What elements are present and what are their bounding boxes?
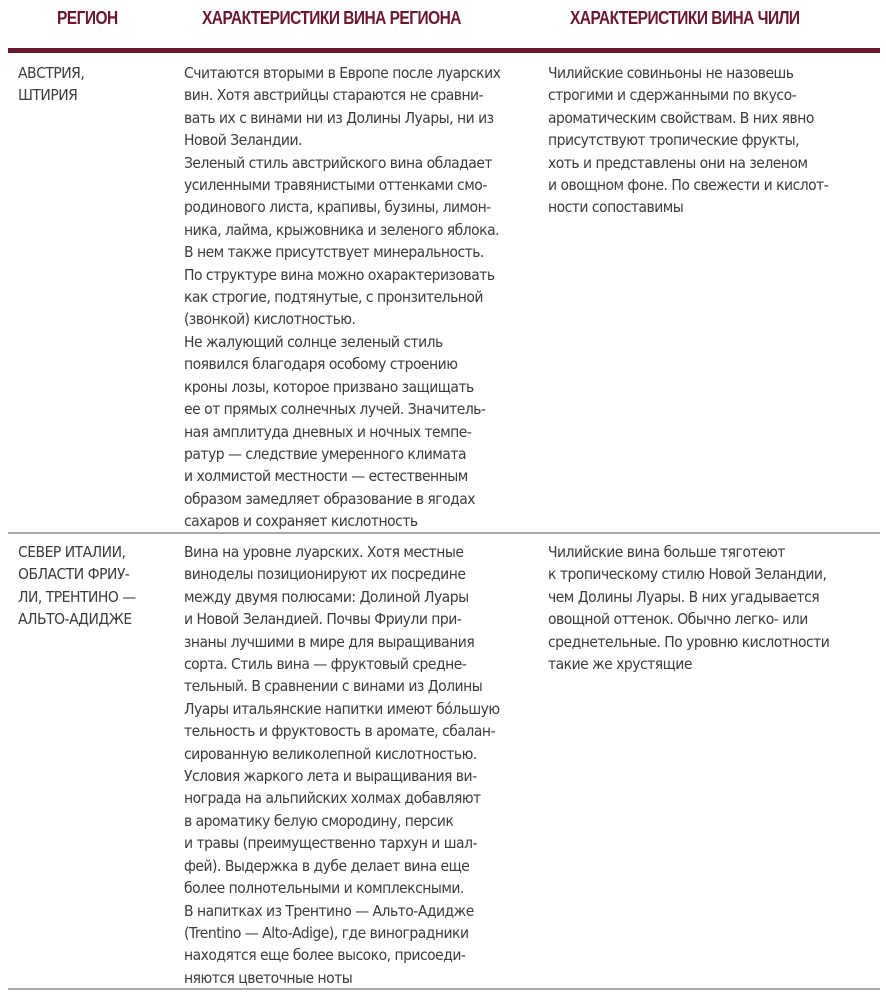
header-divider: [8, 48, 880, 53]
text-line: знаны лучшими в мире для выращивания: [184, 632, 475, 651]
text-line: более полнотельными и комплексными.: [184, 879, 464, 898]
row-divider: [8, 532, 880, 534]
text-line: АВСТРИЯ,: [18, 64, 85, 82]
text-line: присутствуют тропические фрукты,: [548, 131, 800, 150]
text-line: в ароматику белую смородину, персик: [184, 811, 454, 830]
text-line: появился благодаря особому строению: [184, 355, 458, 374]
text-line: няются цветочные ноты: [184, 968, 353, 987]
region-cell: [18, 62, 176, 107]
text-line: сированную великолепной кислотностью.: [184, 744, 477, 763]
text-line: сорта. Стиль вина — фруктовый средне-: [184, 655, 467, 674]
text-line: (звонкой) кислотностью.: [184, 310, 356, 329]
text-line: между двумя полюсами: Долиной Луары: [184, 587, 469, 606]
chile-description-cell: [548, 541, 883, 675]
text-line: находятся еще более высоко, присоеди-: [184, 946, 466, 965]
text-line: вин. Хотя австрийцы стараются не сравни-: [184, 86, 484, 105]
table-header: [0, 0, 886, 48]
text-line: и травы (преимущественно тархун и шал-: [184, 834, 478, 853]
text-line: ОБЛАСТИ ФРИУ-: [18, 565, 130, 584]
text-line: Не жалующий солнце зеленый стиль: [184, 332, 443, 351]
header-chile-wine-characteristics: ХАРАКТЕРИСТИКИ ВИНА ЧИЛИ: [570, 8, 800, 28]
text-line: (Trentino — Alto-Adige), где виноградники: [184, 923, 469, 942]
text-line: кроны лозы, которое призвано защищать: [184, 377, 474, 396]
text-line: Зеленый стиль австрийского вина обладает: [184, 153, 493, 172]
region-description-cell: [184, 62, 537, 533]
text-line: По структуре вина можно охарактеризовать: [184, 265, 495, 284]
text-line: СЕВЕР ИТАЛИИ,: [18, 543, 126, 561]
text-line: образом замедляет образование в ягодах: [184, 489, 476, 508]
text-line: фей). Выдержка в дубе делает вина еще: [184, 856, 470, 875]
text-line: нограда на альпийских холмах добавляют: [184, 789, 481, 808]
header-region: РЕГИОН: [57, 8, 118, 28]
text-line: хоть и представлены они на зеленом: [548, 153, 808, 172]
text-line: и овощном фоне. По свежести и кислот-: [548, 176, 829, 195]
text-line: чем Долины Луары. В них угадывается: [548, 587, 820, 606]
text-line: В напитках из Трентино — Альто-Адидже: [184, 901, 474, 920]
text-line: и Новой Зеландией. Почвы Фриули при-: [184, 610, 462, 629]
text-line: родинового листа, крапивы, бузины, лимон-: [184, 198, 491, 217]
text-line: Луары итальянские напитки имеют бóльшую: [184, 699, 500, 718]
header-region-wine-characteristics: ХАРАКТЕРИСТИКИ ВИНА РЕГИОНА: [202, 8, 461, 28]
text-line: строгими и сдержанными по вкусо-: [548, 86, 797, 105]
text-line: овощной оттенок. Обычно легко- или: [548, 610, 808, 629]
text-line: В нем также присутствует минеральность.: [184, 243, 484, 262]
text-line: как строгие, подтянутые, с пронзительной: [184, 288, 483, 307]
text-line: ности сопоставимы: [548, 198, 684, 217]
row-divider: [8, 988, 880, 990]
text-line: Считаются вторыми в Европе после луарских: [184, 64, 501, 82]
text-line: такие же хрустящие: [548, 655, 692, 674]
region-cell: [18, 541, 176, 631]
text-line: Вина на уровне луарских. Хотя местные: [184, 543, 464, 561]
text-line: вать их с винами ни из Долины Луары, ни из: [184, 108, 494, 127]
text-line: и холмистой местности — естественным: [184, 467, 468, 486]
text-line: сахаров и сохраняет кислотность: [184, 512, 418, 531]
text-line: Чилийские совиньоны не назовешь: [548, 64, 794, 82]
text-line: к тропическому стилю Новой Зеландии,: [548, 565, 827, 584]
text-line: ее от прямых солнечных лучей. Значитель-: [184, 400, 486, 419]
text-line: Чилийские вина больше тяготеют: [548, 543, 785, 561]
text-line: Условия жаркого лета и выращивания ви-: [184, 767, 477, 786]
text-line: ЛИ, ТРЕНТИНО —: [18, 587, 136, 606]
region-description-cell: [184, 541, 537, 989]
text-line: ШТИРИЯ: [18, 86, 78, 105]
text-line: ратур — следствие умеренного климата: [184, 444, 466, 463]
text-line: тельность и фруктовость в аромате, сбалан-: [184, 722, 495, 741]
text-line: АЛЬТО-АДИДЖЕ: [18, 610, 132, 629]
text-line: ная амплитуда дневных и ночных темпе-: [184, 422, 472, 441]
text-line: тельный. В сравнении с винами из Долины: [184, 677, 483, 696]
text-line: Новой Зеландии.: [184, 131, 302, 150]
text-line: усиленными травянистыми оттенками смо-: [184, 176, 487, 195]
chile-description-cell: [548, 62, 883, 219]
text-line: ника, лайма, крыжовника и зеленого яблока.: [184, 220, 500, 239]
text-line: среднетельные. По уровню кислотности: [548, 632, 830, 651]
text-line: ароматическим свойствам. В них явно: [548, 108, 814, 127]
text-line: виноделы позиционируют их посредине: [184, 565, 466, 584]
